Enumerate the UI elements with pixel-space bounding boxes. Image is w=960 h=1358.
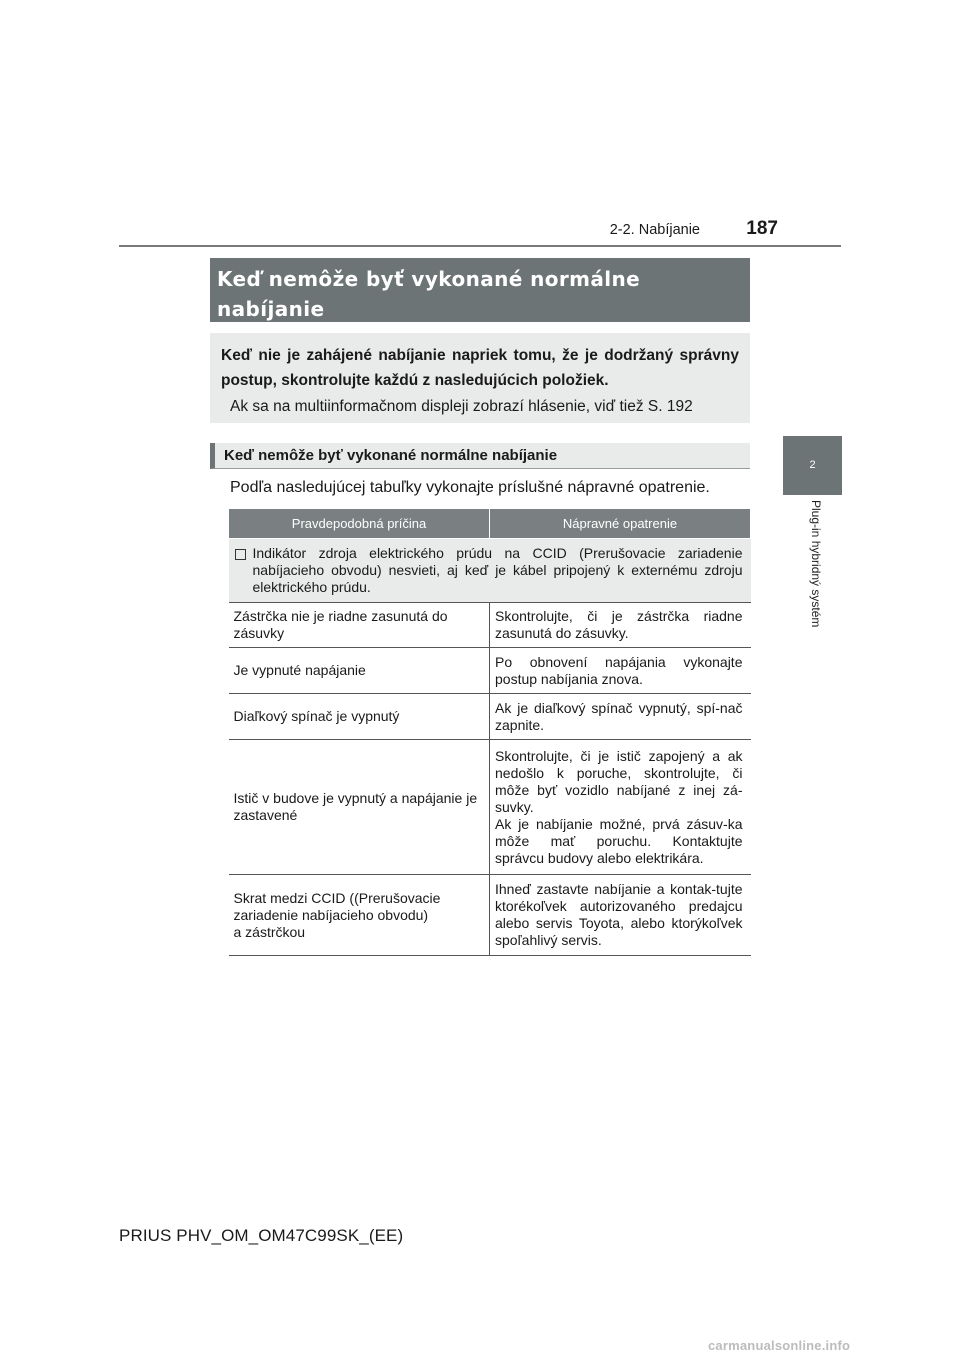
header-cause: Pravdepodobná príčina bbox=[229, 509, 490, 539]
page-number: 187 bbox=[746, 218, 778, 239]
checkbox-icon bbox=[235, 549, 246, 560]
document-code: PRIUS PHV_OM_OM47C99SK_(EE) bbox=[119, 1226, 404, 1245]
cause-cell: Zástrčka nie je riadne zasunutá do zásuvky bbox=[229, 603, 490, 648]
table-header-row bbox=[229, 509, 751, 539]
remedy-cell: Skontrolujte, či je istič zapojený a ak nedošlo k poruche, skontrolujte, či môže byť vozidlo nabíjané z inej zá-suvky. Ak je nabíjanie možné, prvá zásuv-ka môže mať poruchu. Kontaktujte správcu budovy alebo elektrikára. bbox=[490, 740, 751, 875]
chapter-title: Plug-in hybridný systém bbox=[809, 500, 823, 628]
remedy-cell: Ak je diaľkový spínač vypnutý, spí-nač zapnite. bbox=[490, 694, 751, 740]
remedy-cell: Skontrolujte, či je zástrčka riadne zasunutá do zásuvky. bbox=[490, 603, 751, 648]
cause-cell: Je vypnuté napájanie bbox=[229, 648, 490, 694]
intro-text: Podľa nasledujúcej tabuľky vykonajte príslušné nápravné opatrenie. bbox=[230, 479, 710, 496]
section-label: 2-2. Nabíjanie bbox=[609, 222, 700, 238]
info-reference: Ak sa na multiinformačnom displeji zobrazí hlásenie, viď tiež S. 192 bbox=[230, 398, 693, 415]
remedy-cell: Ihneď zastavte nabíjanie a kontak-tujte ktorékoľvek autorizovaného predajcu alebo servis Toyota, alebo ktorýkoľvek spoľahlivý servis. bbox=[490, 875, 751, 956]
table-row bbox=[229, 875, 751, 956]
troubleshooting-table bbox=[228, 509, 751, 956]
page-title: Keď nemôže byť vykonané normálne nabíjanie bbox=[210, 258, 750, 322]
condition-cell bbox=[229, 539, 751, 603]
cause-cell: Diaľkový spínač je vypnutý bbox=[229, 694, 490, 740]
info-box bbox=[210, 333, 750, 423]
header-divider bbox=[119, 245, 841, 247]
condition-text: Indikátor zdroja elektrického prúdu na CCID (Prerušovacie zariadenie nabíjacieho obvodu) nesvieti, aj keď je kábel pripojený k externému zdroju elektrického prúdu. bbox=[252, 545, 743, 595]
cause-cell: Skrat medzi CCID ((Prerušovacie zariadenie nabíjacieho obvodu) a zástrčkou bbox=[229, 875, 490, 956]
table-row bbox=[229, 648, 751, 694]
header-remedy: Nápravné opatrenie bbox=[490, 509, 751, 539]
table-row bbox=[229, 694, 751, 740]
info-lead: Keď nie je zahájené nabíjanie napriek tomu, že je dodržaný správny postup, skontrolujte každú z nasledujúcich položiek. bbox=[221, 347, 739, 389]
table-row bbox=[229, 603, 751, 648]
condition-row bbox=[229, 539, 751, 603]
sub-heading: Keď nemôže byť vykonané normálne nabíjanie bbox=[210, 443, 750, 469]
chapter-tab: 2 bbox=[783, 436, 842, 495]
table-row bbox=[229, 740, 751, 875]
remedy-cell: Po obnovení napájania vykonajte postup nabíjania znova. bbox=[490, 648, 751, 694]
cause-cell: Istič v budove je vypnutý a napájanie je zastavené bbox=[229, 740, 490, 875]
watermark: carmanualsonline.info bbox=[708, 1338, 851, 1353]
